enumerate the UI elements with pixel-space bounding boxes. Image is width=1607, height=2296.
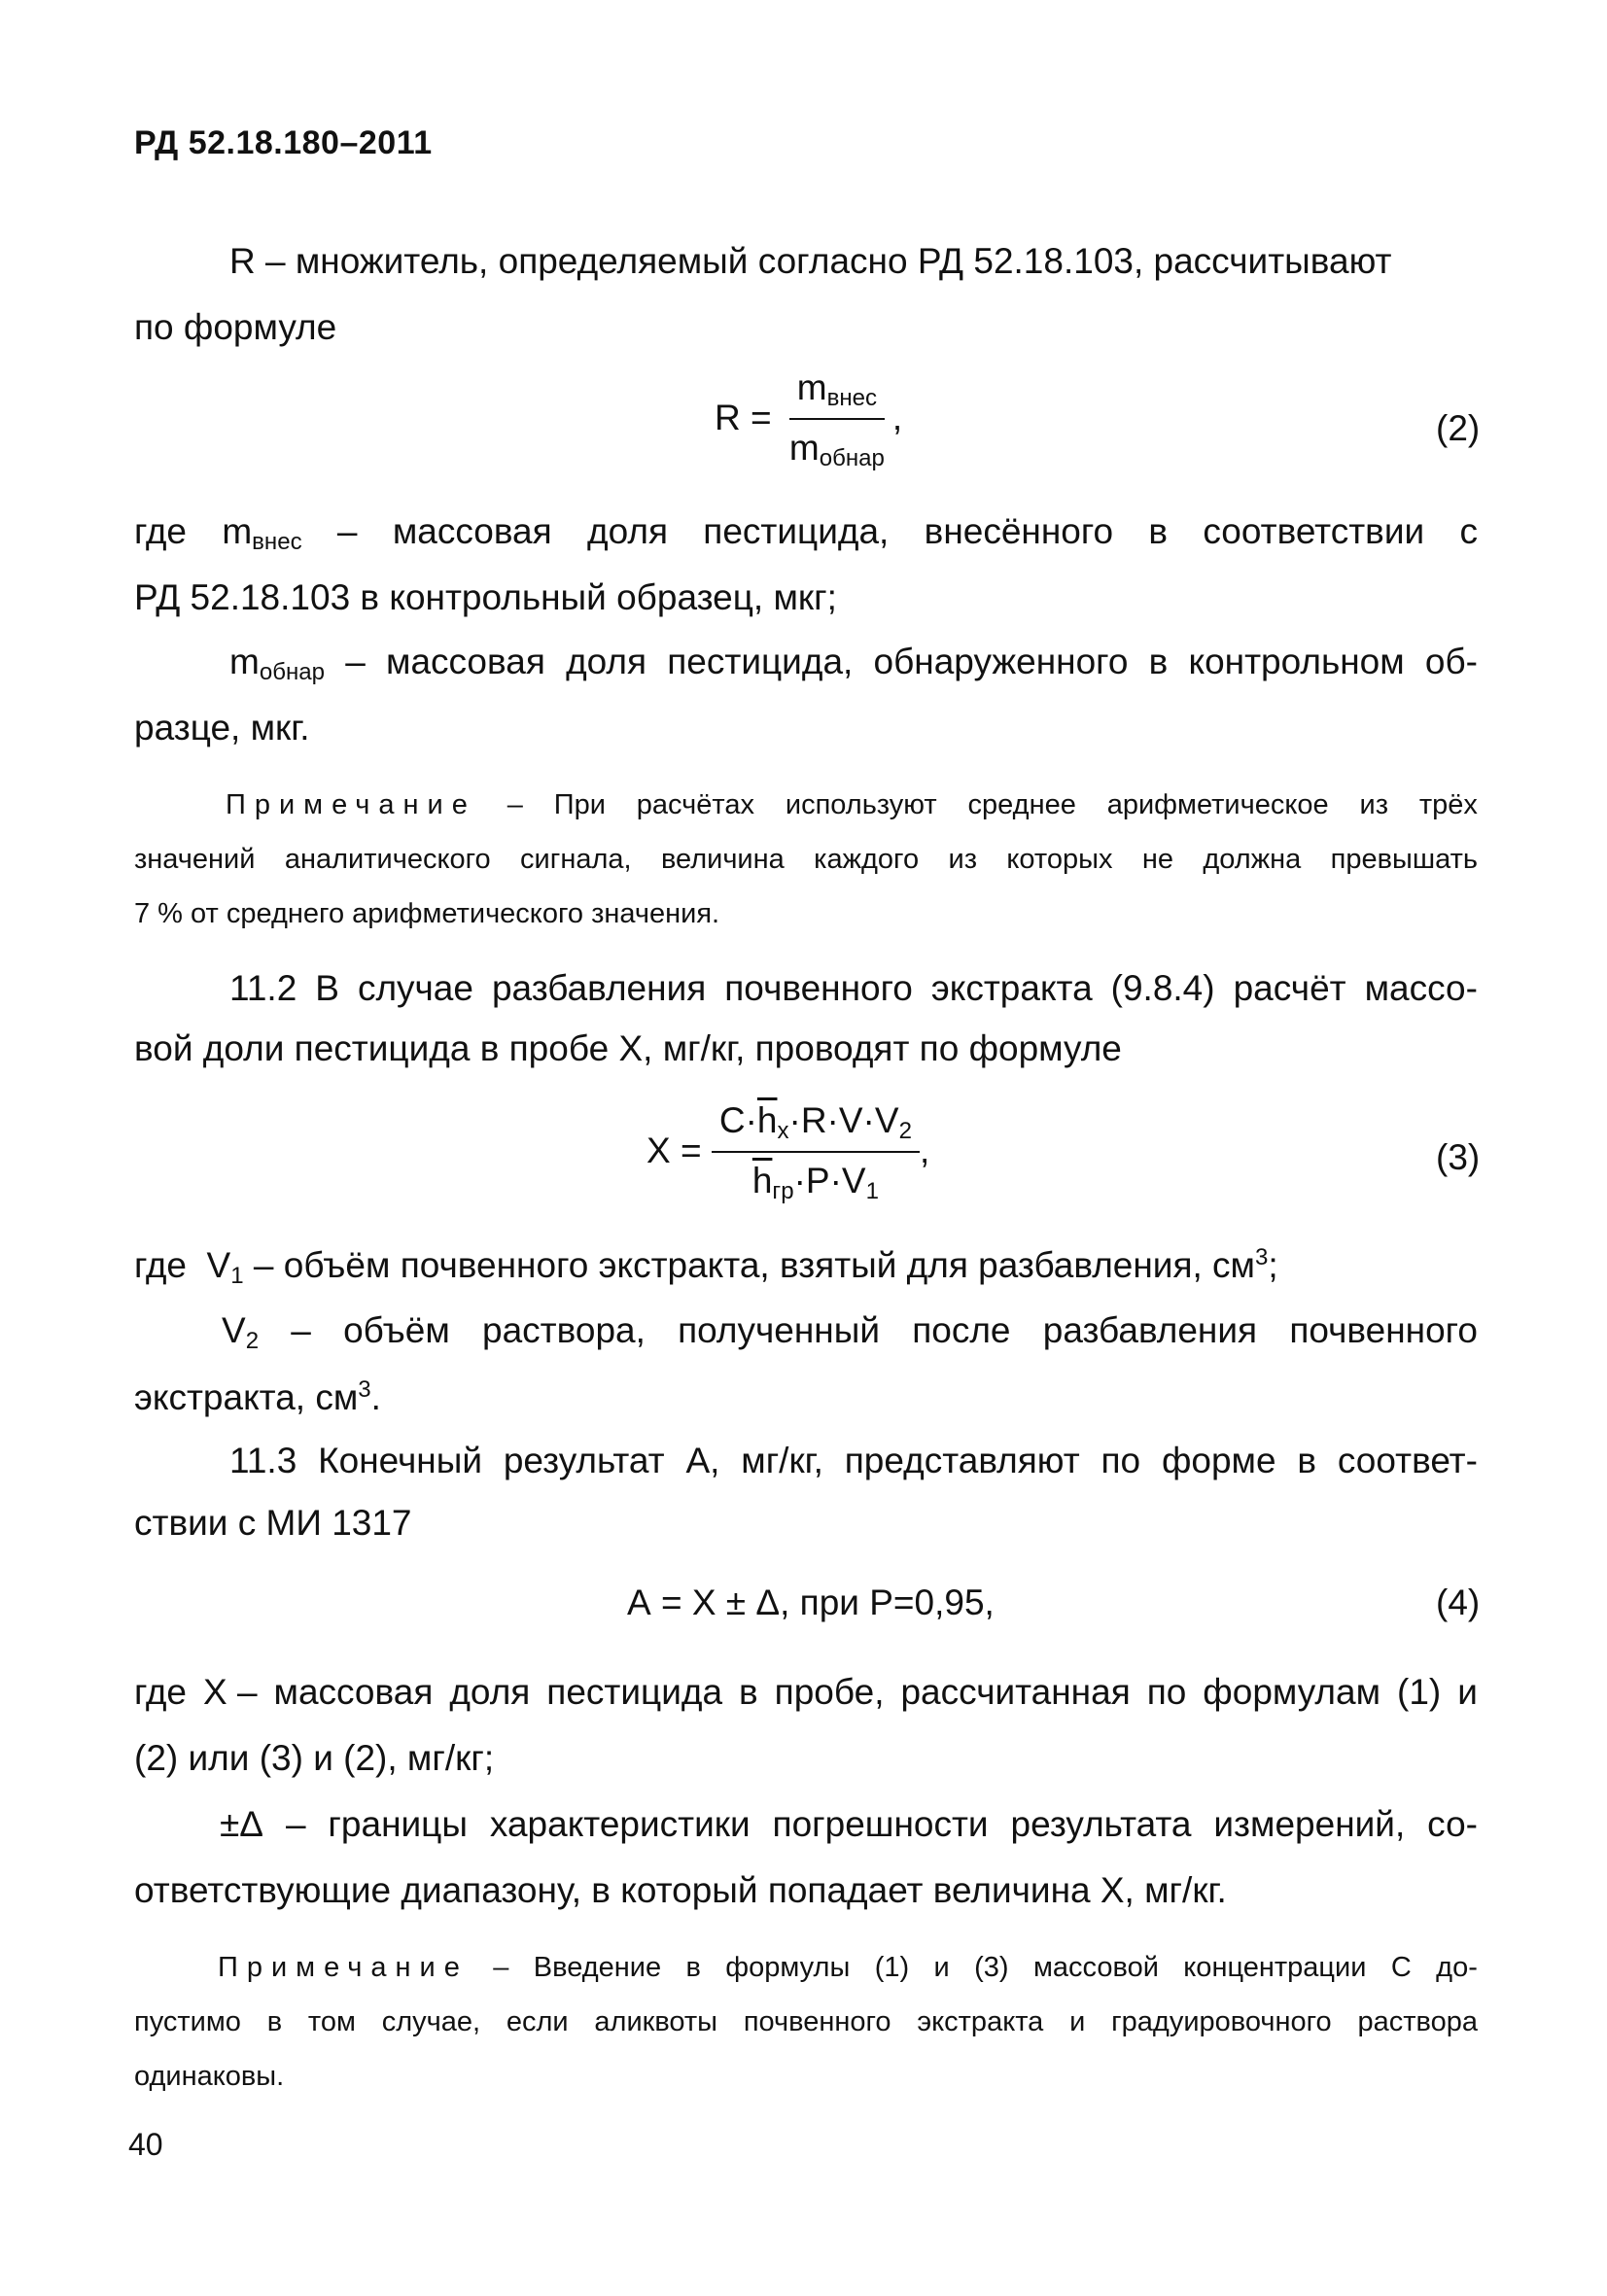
word: со- — [1427, 1804, 1478, 1844]
word: (9.8.4) — [1110, 968, 1215, 1008]
word: случае — [357, 968, 473, 1008]
word: характеристики — [489, 1804, 751, 1844]
paragraph-r-line2: по формуле — [134, 307, 337, 347]
formula-2-comma: , — [891, 397, 903, 437]
word: – — [507, 789, 523, 820]
word: по — [1100, 1441, 1141, 1480]
word: контрольном — [1188, 642, 1405, 681]
note1-label: Примечание — [226, 789, 476, 820]
word: из — [1359, 789, 1388, 820]
where2-line2: РД 52.18.103 в контрольный образец, мкг; — [134, 577, 837, 617]
formula-2-numerator: $m_{внес}$ — [789, 367, 885, 420]
word: результат — [503, 1441, 665, 1480]
word: раствора, — [482, 1310, 646, 1350]
word: среднее — [967, 789, 1076, 820]
word: соответствии — [1203, 511, 1425, 551]
formula-3-fraction — [712, 1100, 920, 1205]
word: результата — [1010, 1804, 1192, 1844]
word: если — [506, 2006, 569, 2037]
word: в — [266, 2006, 283, 2037]
word: экстракта — [930, 968, 1093, 1008]
word: об- — [1424, 642, 1478, 681]
word: арифметическое — [1106, 789, 1329, 820]
word: – — [336, 511, 358, 551]
document-header: РД 52.18.180–2011 — [134, 124, 433, 161]
formula-3-number: (3) — [1436, 1137, 1481, 1177]
word: том — [307, 2006, 356, 2037]
symbol-m-vnes: $m_{внес}$ — [222, 511, 302, 555]
page-number: 40 — [128, 2127, 163, 2162]
word: – — [291, 1310, 311, 1350]
word: массовой — [1032, 1952, 1159, 1983]
paragraph-r-line1: R – множитель, определяемый согласно РД 52.18.103, рассчитывают — [229, 241, 1392, 281]
note1-line1 — [226, 791, 1478, 819]
word: Введение — [533, 1952, 662, 1983]
word: измерений, — [1213, 1804, 1406, 1844]
word: X – — [202, 1672, 258, 1712]
where4-line2: (2) или (3) и (2), мг/кг; — [134, 1738, 495, 1778]
formula-3-lhs: X = — [646, 1130, 702, 1170]
p112-line1 — [229, 970, 1478, 1006]
word: аналитического — [284, 844, 491, 875]
formula-3 — [646, 1100, 929, 1205]
formula-3-numerator: $C\cdot\overline{h}_x\cdot R\cdot V\cdot V_2$ — [712, 1100, 920, 1153]
formula-4-number: (4) — [1436, 1583, 1481, 1622]
word: В — [315, 968, 339, 1008]
word: 11.3 — [229, 1441, 297, 1480]
word: которых — [1006, 844, 1113, 875]
note1-line3: 7 % от среднего арифметического значения. — [134, 898, 720, 929]
word: объём — [343, 1310, 450, 1350]
word: почвенного — [743, 2006, 891, 2037]
word: не — [1141, 844, 1173, 875]
word: – — [285, 1804, 306, 1844]
formula-2-number: (2) — [1436, 408, 1481, 448]
p112-line2: вой доли пестицида в пробе X, мг/кг, проводят по формуле — [134, 1028, 1122, 1068]
where3-line2 — [222, 1312, 1478, 1353]
where4-line1 — [134, 1674, 1478, 1710]
word: С — [1390, 1952, 1412, 1983]
word: разбавления — [1042, 1310, 1258, 1350]
note2-label: Примечание — [218, 1952, 469, 1983]
word: Конечный — [318, 1441, 482, 1480]
word: А, — [685, 1441, 720, 1480]
word: каждого — [814, 844, 920, 875]
word: массовая — [392, 511, 552, 551]
word: доля — [587, 511, 668, 551]
where2-line3 — [229, 644, 1478, 684]
word: соответ- — [1337, 1441, 1478, 1480]
word: и — [1069, 2006, 1086, 2037]
note2-line2 — [134, 2008, 1478, 2036]
word: в — [685, 1952, 701, 1983]
word: формулы — [725, 1952, 851, 1983]
where2-line1 — [134, 513, 1478, 554]
word: в — [1148, 642, 1169, 681]
word: доля — [566, 642, 647, 681]
word: (3) — [974, 1952, 1009, 1983]
word: в — [1297, 1441, 1317, 1480]
word: – — [345, 642, 366, 681]
word: расчёт — [1233, 968, 1346, 1008]
symbol-v2: $V_2$ — [222, 1310, 260, 1354]
word: экстракта — [917, 2006, 1044, 2037]
word: почвенного — [724, 968, 913, 1008]
word: превышать — [1330, 844, 1478, 875]
word: по — [1146, 1672, 1187, 1712]
word: сигнала, — [520, 844, 632, 875]
formula-2 — [715, 367, 902, 472]
word: – — [493, 1952, 509, 1983]
word: пестицида — [546, 1672, 723, 1712]
word: с — [1459, 511, 1478, 551]
note2-line1 — [218, 1954, 1478, 1982]
word: формулам — [1203, 1672, 1381, 1712]
formula-3-denominator: $\overline{h}_{гр}\cdot P\cdot V_1$ — [751, 1161, 879, 1204]
word: пестицида, — [667, 642, 854, 681]
symbol-m-obnar: $m_{обнар}$ — [229, 642, 326, 685]
word: используют — [785, 789, 937, 820]
word: значений — [134, 844, 256, 875]
where4-line4: ответствующие диапазону, в который попадает величина X, мг/кг. — [134, 1870, 1227, 1910]
word: обнаруженного — [873, 642, 1129, 681]
word: случае, — [381, 2006, 481, 2037]
formula-3-comma: , — [919, 1130, 930, 1170]
word: разбавления — [491, 968, 707, 1008]
formula-4: А = X ± Δ, при Р=0,95, — [627, 1583, 995, 1622]
word: концентрации — [1183, 1952, 1367, 1983]
word: (1) — [1397, 1672, 1442, 1712]
p113-line1 — [229, 1443, 1478, 1478]
word: трёх — [1418, 789, 1478, 820]
word: массо- — [1364, 968, 1478, 1008]
word: (1) — [874, 1952, 910, 1983]
where4-line3 — [220, 1806, 1478, 1842]
word: почвенного — [1289, 1310, 1478, 1350]
word: где — [134, 511, 188, 551]
word: мг/кг, — [741, 1441, 823, 1480]
word: расчётах — [636, 789, 755, 820]
word: форме — [1161, 1441, 1276, 1480]
word: полученный — [678, 1310, 880, 1350]
word: 11.2 — [229, 968, 297, 1008]
word: рассчитанная — [900, 1672, 1131, 1712]
word: ±Δ — [220, 1804, 264, 1844]
word: после — [912, 1310, 1011, 1350]
word: величина — [660, 844, 785, 875]
note2-line3: одинаковы. — [134, 2061, 285, 2092]
formula-2-lhs: R = — [715, 397, 772, 437]
p113-line2: ствии с МИ 1317 — [134, 1503, 412, 1543]
note1-line2 — [134, 846, 1478, 874]
word: до- — [1436, 1952, 1478, 1983]
word: границы — [328, 1804, 468, 1844]
word: массовая — [273, 1672, 434, 1712]
word: пробе, — [774, 1672, 885, 1712]
where3-line3: экстракта, $см^3$. — [134, 1376, 381, 1418]
word: погрешности — [772, 1804, 989, 1844]
word: градуировочного — [1111, 2006, 1332, 2037]
word: массовая — [386, 642, 545, 681]
word: доля — [449, 1672, 531, 1712]
formula-2-denominator: $m_{обнар}$ — [788, 428, 885, 471]
word: представляют — [844, 1441, 1080, 1480]
formula-2-fraction — [782, 367, 892, 472]
where2-line4: разце, мкг. — [134, 708, 310, 748]
word: пестицида, — [703, 511, 890, 551]
word: должна — [1203, 844, 1302, 875]
word: раствора — [1357, 2006, 1478, 2037]
word: и — [1457, 1672, 1478, 1712]
word: пустимо — [134, 2006, 241, 2037]
word: из — [948, 844, 978, 875]
word: в — [1148, 511, 1169, 551]
word: в — [739, 1672, 758, 1712]
word: где — [134, 1672, 188, 1712]
where3-line1: где $V_1$ – объём почвенного экстракта, взятый для разбавления, $см^3$; — [134, 1244, 1278, 1290]
word: аликвоты — [594, 2006, 718, 2037]
word: При — [553, 789, 606, 820]
word: внесённого — [924, 511, 1114, 551]
word: и — [933, 1952, 950, 1983]
